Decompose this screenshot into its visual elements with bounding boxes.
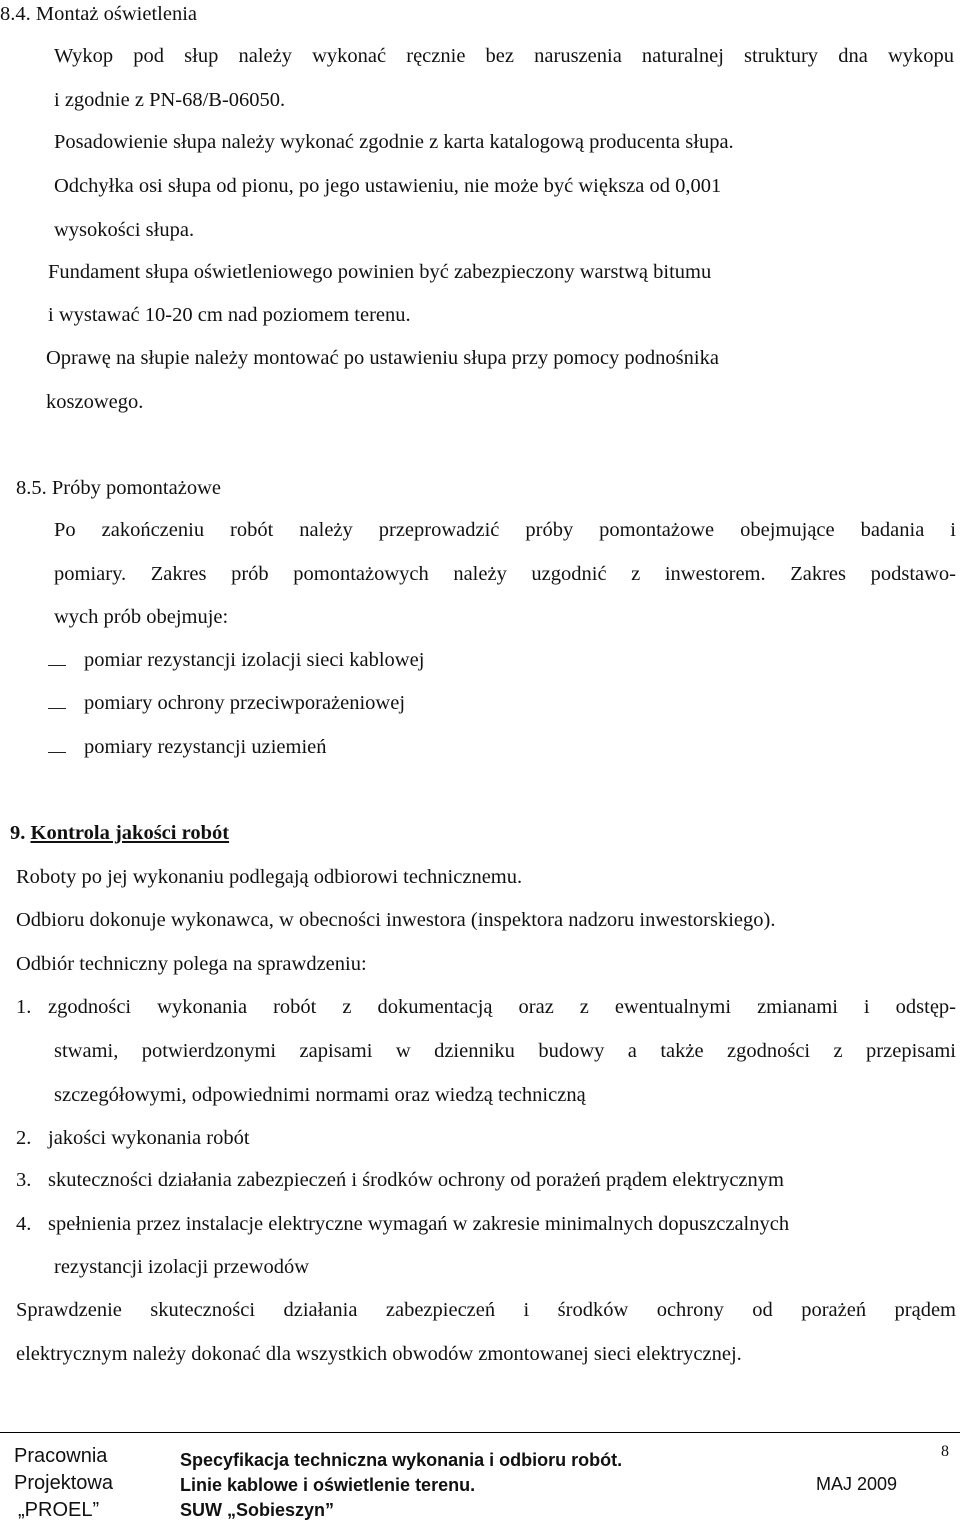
list-number: 2.	[16, 1127, 32, 1149]
list-number: 3.	[16, 1169, 32, 1191]
paragraph-line: Po zakończeniu robót należy przeprowadzić próby pomontażowe obejmujące badania i	[54, 519, 956, 541]
list-item: jakości wykonania robót	[48, 1127, 250, 1149]
list-item: szczegółowymi, odpowiednimi normami oraz wiedzą techniczną	[54, 1084, 586, 1106]
bullet-dash	[48, 708, 66, 709]
footer-spec: Specyfikacja techniczna wykonania i odbioru robót.	[180, 1450, 623, 1470]
paragraph-line: Odchyłka osi słupa od pionu, po jego ustawieniu, nie może być większa od 0,001	[54, 175, 722, 197]
paragraph-line: Oprawę na słupie należy montować po ustawieniu słupa przy pomocy podnośnika	[46, 347, 719, 369]
paragraph-line: pomiary. Zakres prób pomontażowych należy uzgodnić z inwestorem. Zakres podstawo-	[54, 563, 956, 585]
list-number: 1.	[16, 996, 32, 1018]
paragraph-line: wysokości słupa.	[54, 219, 195, 241]
footer-spec: Linie kablowe i oświetlenie terenu.	[180, 1475, 476, 1495]
paragraph-line: Fundament słupa oświetleniowego powinien być zabezpieczony warstwą bitumu	[48, 261, 712, 283]
list-number: 4.	[16, 1213, 32, 1235]
footer-company: „PROEL”	[18, 1499, 100, 1521]
paragraph-line: elektrycznym należy dokonać dla wszystkich obwodów zmontowanej sieci elektrycznej.	[16, 1343, 742, 1365]
paragraph-line: Odbiór techniczny polega na sprawdzeniu:	[16, 953, 367, 975]
section-9-heading	[10, 821, 229, 845]
paragraph-line: koszowego.	[46, 391, 144, 413]
bullet-item: pomiar rezystancji izolacji sieci kablowej	[84, 649, 425, 671]
section-8-4-heading: 8.4. Montaż oświetlenia	[0, 3, 197, 25]
footer-date: MAJ 2009	[816, 1474, 898, 1494]
list-item: stwami, potwierdzonymi zapisami w dzienniku budowy a także zgodności z przepisami	[54, 1040, 956, 1062]
bullet-item: pomiary ochrony przeciwporażeniowej	[84, 692, 406, 714]
paragraph-line: Roboty po jej wykonaniu podlegają odbiorowi technicznemu.	[16, 866, 523, 888]
paragraph-line: Sprawdzenie skuteczności działania zabezpieczeń i środków ochrony od porażeń prądem	[16, 1299, 956, 1321]
paragraph-line: Wykop pod słup należy wykonać ręcznie bez naruszenia naturalnej struktury dna wykopu	[54, 45, 954, 67]
section-title: Kontrola jakości robót	[30, 822, 230, 844]
paragraph-line: i wystawać 10-20 cm nad poziomem terenu.	[48, 304, 411, 326]
footer-company: Projektowa	[14, 1472, 113, 1494]
list-item: zgodności wykonania robót z dokumentacją oraz z ewentualnymi zmianami i odstęp-	[48, 996, 956, 1018]
paragraph-line: wych prób obejmuje:	[54, 606, 229, 628]
list-item: skuteczności działania zabezpieczeń i środków ochrony od porażeń prądem elektrycznym	[48, 1169, 784, 1191]
bullet-dash	[48, 665, 66, 666]
paragraph-line: i zgodnie z PN-68/B-06050.	[54, 89, 286, 111]
list-item: spełnienia przez instalacje elektryczne wymagań w zakresie minimalnych dopuszczalnych	[48, 1213, 790, 1235]
section-number: 9.	[10, 822, 26, 844]
footer-company: Pracownia	[14, 1445, 108, 1467]
bullet-dash	[48, 752, 66, 753]
footer-rule	[0, 1432, 960, 1433]
paragraph-line: Odbioru dokonuje wykonawca, w obecności inwestora (inspektora nadzoru inwestorskiego).	[16, 909, 776, 931]
paragraph-line: Posadowienie słupa należy wykonać zgodnie z karta katalogową producenta słupa.	[54, 131, 734, 153]
footer-spec: SUW „Sobieszyn”	[180, 1500, 335, 1520]
page-number: 8	[941, 1443, 949, 1460]
section-8-5-heading: 8.5. Próby pomontażowe	[16, 477, 221, 499]
bullet-item: pomiary rezystancji uziemień	[84, 736, 327, 758]
list-item: rezystancji izolacji przewodów	[54, 1256, 309, 1278]
